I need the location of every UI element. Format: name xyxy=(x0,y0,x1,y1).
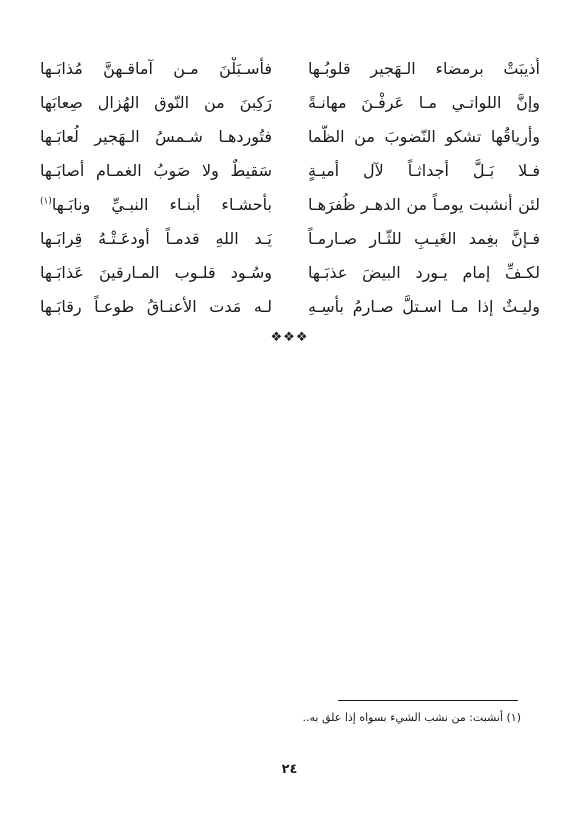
verse-2-second-hemistich: رَكِبنَ من النّوق الهُزال صِعابَها xyxy=(40,93,272,112)
verse-6-first-hemistich: فـإنَّ بغِمد الغَيـبِ للثّـار صـارمـاً xyxy=(308,229,540,248)
verse-4-second-hemistich: سَقيطٌ ولا صَوبُ الغمـام أصابَـها xyxy=(40,161,272,180)
verse-8 xyxy=(40,290,540,324)
verse-2-first-hemistich: وإنَّ اللواتـي مـا عَرفْـنَ مهانـةً xyxy=(308,93,540,112)
footnote-divider xyxy=(338,700,518,701)
verse-1-first-hemistich: أُذيبَتْ برمضاء الـهَجير قلوبُـها xyxy=(308,59,540,78)
verse-8-first-hemistich: وليـثٌ إذا مـا اسـتلَّ صـارمُ بأسِـهِ xyxy=(308,297,540,316)
verse-2 xyxy=(40,86,540,120)
verse-5-second-text: بأحشـاء أبنـاء النبـيِّ ونابَـها xyxy=(51,195,272,214)
verse-5-first-hemistich: لئن أنشبت يومـاً من الدهـر ظُفرَهـا xyxy=(308,195,540,214)
verse-1 xyxy=(40,52,540,86)
poem xyxy=(40,52,540,324)
verse-3-first-hemistich: وأرياقُها تشكو النّضوبَ من الظّما xyxy=(308,127,540,146)
footnote: (١) أنشبت: من نشب الشيء بسواه إذا علق به.. xyxy=(302,711,521,724)
verse-7-first-hemistich: لكـفِّ إمام يـورد البيضَ عذبَـها xyxy=(308,263,540,282)
verse-4-first-hemistich: فـلا بَـلَّ أجداثـاً لآل أميـةٍ xyxy=(308,161,540,180)
verse-5 xyxy=(40,188,540,222)
verse-3-second-hemistich: فتُوردهـا شـمسُ الـهَجير لُعابَـها xyxy=(40,127,272,146)
verse-7-second-hemistich: وسُـود قلـوب المـارقينَ عَذابَـها xyxy=(40,263,272,282)
verse-1-second-hemistich: فأسـبَلْنَ مـن آماقـهنَّ مُذابَـها xyxy=(40,59,272,78)
page-number: ٢٤ xyxy=(281,762,298,777)
verse-6-second-hemistich: يَـد اللهِ قدمـاً أودعَـتْـهُ قِرابَـها xyxy=(40,229,272,248)
verse-8-second-hemistich: لـه مَدت الأعنـاقُ طوعـاً رقابَـها xyxy=(40,297,272,316)
verse-3 xyxy=(40,120,540,154)
section-ornament: ❖❖❖ xyxy=(270,330,309,345)
verse-4 xyxy=(40,154,540,188)
footnote-marker: (١) xyxy=(40,196,52,207)
verse-7 xyxy=(40,256,540,290)
verse-6 xyxy=(40,222,540,256)
verse-5-second-hemistich xyxy=(40,193,272,217)
